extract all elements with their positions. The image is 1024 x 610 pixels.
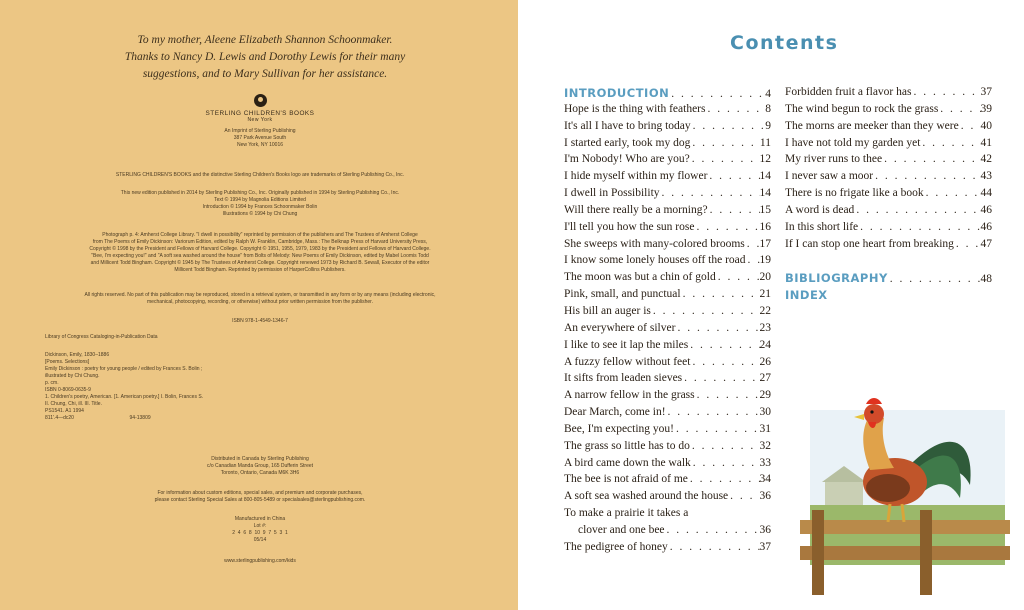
toc-page-number: 27 bbox=[759, 372, 771, 385]
toc-page-number: 39 bbox=[980, 102, 992, 115]
toc-entry bbox=[785, 153, 992, 170]
cip-line: Emily Dickinson : poetry for young people / edited by Frances S. Bolin ; bbox=[45, 366, 203, 372]
edition-notice bbox=[40, 190, 480, 218]
toc-entry-title: clover and one bee bbox=[578, 523, 665, 536]
toc-leader-dots bbox=[665, 524, 760, 536]
rights-notice bbox=[40, 292, 480, 306]
toc-leader-dots bbox=[882, 153, 980, 165]
cip-line: Dickinson, Emily, 1830–1886 bbox=[45, 352, 110, 358]
trademark-text: STERLING CHILDREN'S BOOKS and the distinctive Sterling Children's Books logo are trademarks of Sterling Publishing Co., Inc. bbox=[115, 172, 405, 178]
toc-entry-title: It's all I have to bring today bbox=[564, 119, 691, 132]
toc-page-number: 16 bbox=[759, 220, 771, 233]
publisher-logo-block bbox=[185, 94, 335, 126]
toc-entry bbox=[785, 204, 992, 221]
toc-leader-dots bbox=[716, 271, 760, 283]
rooster-illustration bbox=[800, 370, 1010, 600]
toc-page-number: 29 bbox=[759, 389, 771, 402]
toc-section-heading bbox=[564, 86, 771, 103]
toc-leader-dots bbox=[924, 187, 981, 199]
toc-entry bbox=[564, 254, 771, 271]
toc-page-number: 44 bbox=[980, 187, 992, 200]
toc-entry-title: The bee is not afraid of me bbox=[564, 473, 688, 486]
toc-leader-dots bbox=[728, 490, 759, 502]
toc-entry bbox=[564, 423, 771, 440]
manufacture-line: 05/14 bbox=[253, 537, 267, 543]
toc-entry-title: Bee, I'm expecting you! bbox=[564, 422, 675, 435]
toc-leader-dots bbox=[708, 204, 760, 216]
toc-entry-title: The morns are meeker than they were bbox=[785, 119, 959, 132]
toc-entry bbox=[785, 86, 992, 103]
toc-entry-title: Dear March, come in! bbox=[564, 406, 666, 419]
toc-entry-title: I started early, took my dog bbox=[564, 136, 691, 149]
toc-leader-dots bbox=[888, 273, 981, 285]
toc-page-number: 46 bbox=[980, 203, 992, 216]
toc-entry-title: A bird came down the walk bbox=[564, 456, 691, 469]
cip-line: [Poems. Selections] bbox=[45, 359, 90, 365]
credit-line: "Bee, I'm expecting you!" and "A soft sea washed around the house" from Bolts of Melody: New Poems of Emily Dickinson, edited by Mabel Loomis Todd bbox=[91, 253, 429, 259]
toc-entry bbox=[564, 322, 771, 339]
toc-leader-dots bbox=[911, 86, 980, 98]
toc-page-number: 41 bbox=[980, 136, 992, 149]
toc-leader-dots bbox=[938, 103, 980, 115]
toc-page-number: 34 bbox=[759, 473, 771, 486]
toc-leader-dots bbox=[858, 221, 980, 233]
toc-leader-dots bbox=[690, 356, 759, 368]
toc-entry-title: The moon was but a chin of gold bbox=[564, 271, 716, 284]
toc-entry-title: In this short life bbox=[785, 220, 859, 233]
distribution-notice bbox=[40, 456, 480, 477]
toc-entry-title: It sifts from leaden sieves bbox=[564, 372, 683, 385]
toc-page-number: 36 bbox=[759, 490, 771, 503]
cip-line: II. Chung, Chi, ill. III. Title. bbox=[45, 401, 102, 407]
toc-page-number: 37 bbox=[980, 86, 992, 98]
toc-page-number: 24 bbox=[759, 338, 771, 351]
toc-entry-title: There is no frigate like a book bbox=[785, 187, 924, 200]
cip-line: 1. Children's poetry, American. [1. American poetry.] I. Bolin, Frances S. bbox=[45, 394, 204, 400]
toc-entry bbox=[564, 305, 771, 322]
distribution-line: Distributed in Canada by Sterling Publishing bbox=[211, 456, 309, 462]
toc-page-number: 21 bbox=[759, 288, 771, 301]
toc-entry bbox=[785, 170, 992, 187]
publisher-city: New York bbox=[247, 117, 273, 123]
toc-entry-title: The grass so little has to do bbox=[564, 439, 690, 452]
toc-leader-dots bbox=[691, 457, 760, 469]
toc-entry-title: His bill an auger is bbox=[564, 304, 651, 317]
toc-entry-title: INTRODUCTION bbox=[564, 86, 670, 100]
toc-leader-dots bbox=[675, 322, 759, 334]
toc-entry bbox=[785, 103, 992, 120]
toc-entry-title: The wind begun to rock the grass bbox=[785, 102, 939, 115]
publisher-logo-icon bbox=[254, 94, 267, 107]
toc-page-number: 31 bbox=[759, 422, 771, 435]
toc-leader-dots bbox=[707, 170, 759, 182]
toc-entry-title: I'm Nobody! Who are you? bbox=[564, 153, 690, 166]
toc-entry-title: Hope is the thing with feathers bbox=[564, 102, 706, 115]
toc-leader-dots bbox=[705, 103, 765, 115]
toc-entry-title: If I can stop one heart from breaking bbox=[785, 237, 954, 250]
toc-page-number: 23 bbox=[759, 321, 771, 334]
edition-line: This new edition published in 2014 by Sterling Publishing Co., Inc. Originally published in 1994 by Sterling Publishing Co., Inc. bbox=[120, 190, 400, 196]
toc-entry bbox=[564, 238, 771, 255]
toc-page-number: 48 bbox=[980, 273, 992, 286]
toc-leader-dots bbox=[954, 238, 981, 250]
distribution-line: c/o Canadian Manda Group, 165 Dufferin Street bbox=[206, 463, 314, 469]
toc-entry-title: I know some lonely houses off the road bbox=[564, 254, 746, 267]
isbn-text: ISBN 978-1-4549-1346-7 bbox=[232, 318, 288, 324]
toc-entry-title: A soft sea washed around the house bbox=[564, 490, 729, 503]
toc-entry-title: She sweeps with many-colored brooms bbox=[564, 237, 745, 250]
cip-data bbox=[45, 352, 305, 422]
toc-entry bbox=[564, 170, 771, 187]
credit-line: Copyright © 1998 by the President and Fellows of Harvard College. Copyright © 1951, 1955, 1979, 1983 by the President and Fellows of Harvard College. bbox=[89, 246, 431, 252]
cip-line: ISBN 0-8069-0635-9 bbox=[45, 387, 91, 393]
credit-line: and Millicent Todd Bingham. Copyright © 1945 by The Trustees of Amherst College. Copyright renewed 1973 by Richard B. Sewall, Executor of the editor bbox=[90, 260, 430, 266]
toc-leader-dots bbox=[669, 88, 765, 100]
toc-entry bbox=[564, 120, 771, 137]
toc-entry bbox=[785, 137, 992, 154]
trademark-notice bbox=[40, 172, 480, 179]
toc-page-number: 9 bbox=[765, 119, 771, 132]
special-sales-notice bbox=[40, 490, 480, 504]
toc-entry bbox=[564, 153, 771, 170]
toc-leader-dots bbox=[690, 440, 760, 452]
toc-leader-dots bbox=[873, 170, 980, 182]
cip-heading-text: Library of Congress Cataloging-in-Publication Data bbox=[45, 334, 158, 340]
manufacture-line: 2 4 6 8 10 9 7 5 3 1 bbox=[232, 530, 288, 536]
special-sales-line: For information about custom editions, special sales, and premium and corporate purchases, bbox=[157, 490, 363, 496]
toc-entry-title: I dwell in Possibility bbox=[564, 187, 660, 200]
toc-page-number: 47 bbox=[980, 237, 992, 250]
imprint-line: 387 Park Avenue South bbox=[233, 135, 287, 141]
special-sales-line: please contact Sterling Special Sales at 800-805-5489 or specialsales@sterlingpublishing.com. bbox=[154, 497, 366, 503]
toc-page-number: 19 bbox=[759, 254, 771, 267]
toc-column-2 bbox=[785, 86, 992, 305]
dedication-line: To my mother, Aleene Elizabeth Shannon Schoonmaker. bbox=[137, 34, 393, 46]
toc-leader-dots bbox=[682, 372, 759, 384]
toc-entry bbox=[564, 103, 771, 120]
toc-entry bbox=[564, 187, 771, 204]
cip-line: p. cm. bbox=[45, 380, 59, 386]
toc-section-heading bbox=[785, 271, 992, 288]
toc-entry-title: The pedigree of honey bbox=[564, 540, 668, 553]
toc-entry bbox=[564, 137, 771, 154]
manufacture-notice bbox=[40, 516, 480, 544]
toc-page-number: 14 bbox=[759, 187, 771, 200]
toc-page-number: 36 bbox=[759, 523, 771, 536]
toc-section-heading bbox=[785, 288, 992, 305]
toc-leader-dots bbox=[745, 238, 760, 250]
toc-leader-dots bbox=[746, 254, 760, 266]
website-text: www.sterlingpublishing.com/kids bbox=[224, 558, 296, 564]
toc-entry bbox=[785, 238, 992, 255]
toc-leader-dots bbox=[651, 305, 760, 317]
toc-entry bbox=[564, 288, 771, 305]
website bbox=[40, 558, 480, 565]
toc-page-number: 11 bbox=[759, 136, 771, 149]
toc-entry-title: I'll tell you how the sun rose bbox=[564, 220, 695, 233]
toc-entry-title: Forbidden fruit a flavor has bbox=[785, 86, 912, 98]
toc-entry-title: A narrow fellow in the grass bbox=[564, 389, 695, 402]
toc-entry bbox=[564, 372, 771, 389]
toc-column-1 bbox=[564, 86, 771, 558]
toc-leader-dots bbox=[920, 137, 980, 149]
manufacture-line: Lot #: bbox=[253, 523, 267, 529]
toc-leader-dots bbox=[681, 288, 760, 300]
toc-leader-dots bbox=[695, 389, 760, 401]
toc-page-number: 42 bbox=[980, 153, 992, 166]
toc-leader-dots bbox=[691, 120, 766, 132]
toc-entry-title: Pink, small, and punctual bbox=[564, 288, 681, 301]
toc-leader-dots bbox=[694, 221, 759, 233]
toc-entry bbox=[564, 221, 771, 238]
toc-leader-dots bbox=[690, 153, 760, 165]
toc-entry bbox=[785, 187, 992, 204]
toc-page-number: 17 bbox=[759, 237, 771, 250]
rights-line: mechanical, photocopying, recording, or otherwise) without prior written permission from the publisher. bbox=[147, 299, 373, 305]
credit-line: from The Poems of Emily Dickinson: Variorum Edition, edited by Ralph W. Franklin, Cambridge, Mass.: The Belknap Press of Harvard University Press, bbox=[92, 239, 428, 245]
toc-entry bbox=[564, 356, 771, 373]
toc-page-number: 14 bbox=[759, 170, 771, 183]
toc-page-number: 8 bbox=[765, 102, 771, 115]
toc-page-number: 40 bbox=[980, 119, 992, 132]
toc-leader-dots bbox=[688, 473, 760, 485]
rights-line: All rights reserved. No part of this publication may be reproduced, stored in a retrieval system, or transmitted in any form or by any means (including electronic, bbox=[84, 292, 436, 298]
toc-entry bbox=[564, 271, 771, 288]
toc-entry-title: I have not told my garden yet bbox=[785, 136, 921, 149]
toc-entry bbox=[564, 457, 771, 474]
toc-entry-title: A fuzzy fellow without feet bbox=[564, 355, 691, 368]
toc-entry-title: BIBLIOGRAPHY bbox=[785, 271, 888, 286]
toc-entry bbox=[564, 406, 771, 423]
toc-page-number: 32 bbox=[759, 439, 771, 452]
toc-entry bbox=[564, 339, 771, 356]
toc-entry bbox=[564, 204, 771, 221]
edition-line: Text © 1994 by Magnolia Editions Limited bbox=[214, 197, 306, 203]
toc-entry-title: My river runs to thee bbox=[785, 153, 883, 166]
toc-entry bbox=[564, 507, 771, 524]
toc-leader-dots bbox=[668, 541, 760, 553]
toc-page-number: 4 bbox=[765, 88, 771, 100]
toc-entry bbox=[564, 490, 771, 507]
toc-entry-title: I hide myself within my flower bbox=[564, 170, 708, 183]
toc-leader-dots bbox=[674, 423, 759, 435]
toc-leader-dots bbox=[959, 120, 981, 132]
isbn bbox=[40, 318, 480, 325]
toc-entry-title: To make a prairie it takes a bbox=[564, 507, 689, 520]
toc-entry-title: A word is dead bbox=[785, 203, 855, 216]
contents-title: Contents bbox=[730, 32, 839, 54]
toc-entry bbox=[564, 541, 771, 558]
imprint-line: An Imprint of Sterling Publishing bbox=[224, 128, 296, 134]
toc-leader-dots bbox=[690, 137, 760, 149]
toc-entry bbox=[785, 221, 992, 238]
toc-entry bbox=[785, 120, 992, 137]
cip-line: 811'.4—dc20 94-13809 bbox=[45, 415, 151, 421]
imprint-line: New York, NY 10016 bbox=[236, 142, 284, 148]
toc-leader-dots bbox=[688, 339, 759, 351]
cip-line: illustrated by Chi Chung. bbox=[45, 373, 100, 379]
toc-page-number: 15 bbox=[759, 203, 771, 216]
edition-line: Illustrations © 1994 by Chi Chung bbox=[222, 211, 298, 217]
toc-page-number: 20 bbox=[759, 271, 771, 284]
toc-entry bbox=[564, 389, 771, 406]
toc-page-number: 22 bbox=[759, 304, 771, 317]
credit-line: Millicent Todd Bingham. Reprinted by permission of HarperCollins Publishers. bbox=[174, 267, 346, 273]
cip-line: PS1541. A1 1994 bbox=[45, 408, 84, 414]
toc-page-number: 37 bbox=[759, 540, 771, 553]
toc-entry bbox=[564, 473, 771, 490]
cip-heading bbox=[45, 334, 305, 341]
toc-page-number: 12 bbox=[759, 153, 771, 166]
edition-line: Introduction © 1994 by Frances Schoonmaker Bolin bbox=[202, 204, 318, 210]
toc-page-number: 26 bbox=[759, 355, 771, 368]
dedication-line: Thanks to Nancy D. Lewis and Dorothy Lewis for their many bbox=[124, 51, 406, 63]
toc-leader-dots bbox=[666, 406, 760, 418]
toc-page-number: 33 bbox=[759, 456, 771, 469]
publisher-name: STERLING CHILDREN'S BOOKS bbox=[205, 110, 315, 117]
dedication-line: suggestions, and to Mary Sullivan for her assistance. bbox=[142, 68, 388, 80]
toc-spacer bbox=[785, 254, 992, 271]
toc-entry-title: INDEX bbox=[785, 288, 828, 303]
toc-entry bbox=[564, 440, 771, 457]
toc-entry-title: An everywhere of silver bbox=[564, 321, 676, 334]
manufacture-line: Manufactured in China bbox=[234, 516, 286, 522]
toc-entry-title: Will there really be a morning? bbox=[564, 203, 708, 216]
toc-leader-dots bbox=[854, 204, 980, 216]
toc-entry-title: I never saw a moor bbox=[785, 170, 874, 183]
toc-leader-dots bbox=[660, 187, 760, 199]
imprint-address bbox=[185, 128, 335, 149]
toc-entry-title: I like to see it lap the miles bbox=[564, 338, 689, 351]
toc-page-number: 43 bbox=[980, 170, 992, 183]
toc-page-number: 30 bbox=[759, 406, 771, 419]
credit-line: Photograph p. 4: Amherst College Library. "I dwell in possibility" reprinted by permission of the publishers and The Trustees of Amherst College bbox=[102, 232, 418, 238]
photo-credit bbox=[40, 232, 480, 274]
dedication bbox=[70, 32, 460, 83]
toc-entry bbox=[564, 524, 771, 541]
toc-page-number: 46 bbox=[980, 220, 992, 233]
distribution-line: Toronto, Ontario, Canada M6K 3H6 bbox=[220, 470, 300, 476]
